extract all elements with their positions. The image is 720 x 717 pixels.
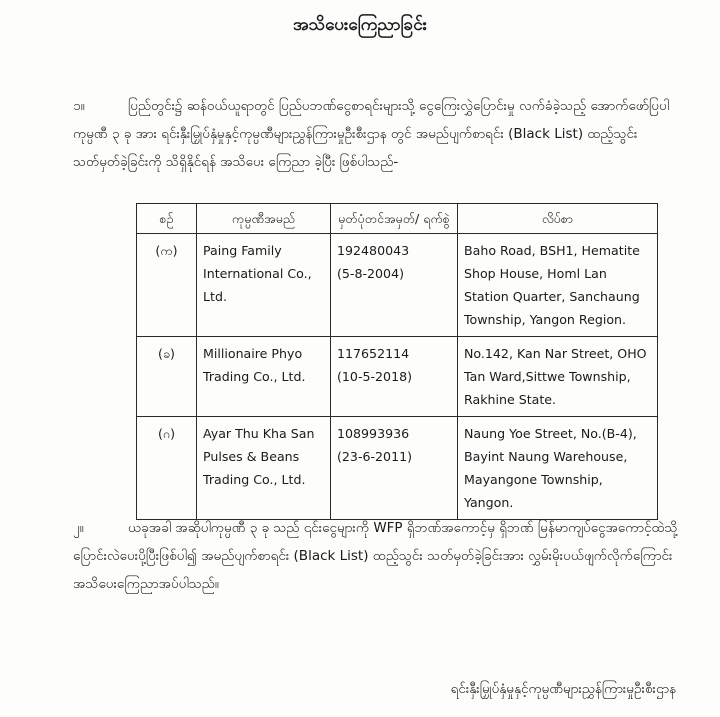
header-company-name: ကုမ္ပဏီအမည် [197, 204, 331, 234]
header-no: စဉ် [137, 204, 197, 234]
registration-cell [331, 234, 458, 337]
registration-date: (10-5-2018) [337, 369, 413, 384]
paragraph-2 [73, 514, 683, 598]
registration-date: (23-6-2011) [337, 449, 413, 464]
row-number: (ဂ) [137, 417, 197, 520]
paragraph-1 [73, 92, 683, 176]
header-address: လိပ်စာ [458, 204, 658, 234]
header-registration: မှတ်ပုံတင်အမှတ်/ ရက်စွဲ [331, 204, 458, 234]
registration-cell [331, 417, 458, 520]
table-header-row [137, 204, 658, 234]
signature-department: ရင်းနှီးမြှုပ်နှံမှုနှင့်ကုမ္ပဏီများညွှန်ကြားမှုဦးစီးဌာန [450, 681, 676, 697]
table-row [137, 417, 658, 520]
registration-number: 117652114 [337, 346, 410, 361]
paragraph-2-text: ယခုအခါ အဆိုပါကုမ္ပဏီ ၃ ခု သည် ၎င်းငွေများကို WFP ရှိဘဏ်အကောင့်မှ ရှိဘဏ် မြန်မာကျပ်ငွေအကောင့်ထဲသို့ ပြောင်းလဲပေးပို့ပြီးဖြစ်ပါ၍ အမည်ပျက်စာရင်း (Black List) ထည့်သွင်း သတ်မှတ်ခဲ့ခြင်းအား လွှမ်းမိုးပယ်ဖျက်လိုက်ကြောင်း အသိပေးကြေညာအပ်ပါသည်။ [73, 520, 678, 592]
company-address: No.142, Kan Nar Street, OHO Tan Ward,Sittwe Township, Rakhine State. [458, 337, 658, 417]
paragraph-1-text: ပြည်တွင်း၌ ဆန်ဝယ်ယူရာတွင် ပြည်ပဘဏ်ငွေစာရင်းများသို့ ငွေကြေးလွှဲပြောင်းမှု လက်ခံခဲ့သည့် အောက်ဖော်ပြပါ ကုမ္ပဏီ ၃ ခု အား ရင်းနှီးမြှုပ်နှံမှုနှင့်ကုမ္ပဏီများညွှန်ကြားမှုဦးစီးဌာန တွင် အမည်ပျက်စာရင်း (Black List) ထည့်သွင်းသတ်မှတ်ခဲ့ခြင်းကို သိရှိနိုင်ရန် အသိပေး ကြေညာ ခဲ့ပြီး ဖြစ်ပါသည်- [73, 98, 670, 170]
paragraph-2-number: ၂။ [73, 520, 84, 536]
row-number: (ခ) [137, 337, 197, 417]
company-name: Paing Family International Co., Ltd. [197, 234, 331, 337]
registration-date: (5-8-2004) [337, 266, 404, 281]
blacklist-table [136, 203, 658, 520]
company-name: Ayar Thu Kha San Pulses & Beans Trading Co., Ltd. [197, 417, 331, 520]
table-row [137, 234, 658, 337]
registration-number: 108993936 [337, 426, 410, 441]
company-name: Millionaire Phyo Trading Co., Ltd. [197, 337, 331, 417]
document-title: အသိပေးကြေညာခြင်း [293, 15, 427, 35]
company-address: Naung Yoe Street, No.(B-4), Bayint Naung Warehouse, Mayangone Township, Yangon. [458, 417, 658, 520]
row-number: (က) [137, 234, 197, 337]
registration-number: 192480043 [337, 243, 410, 258]
table-row [137, 337, 658, 417]
registration-cell [331, 337, 458, 417]
company-address: Baho Road, BSH1, Hematite Shop House, Homl Lan Station Quarter, Sanchaung Township, Yangon Region. [458, 234, 658, 337]
paragraph-1-number: ၁။ [73, 98, 85, 114]
